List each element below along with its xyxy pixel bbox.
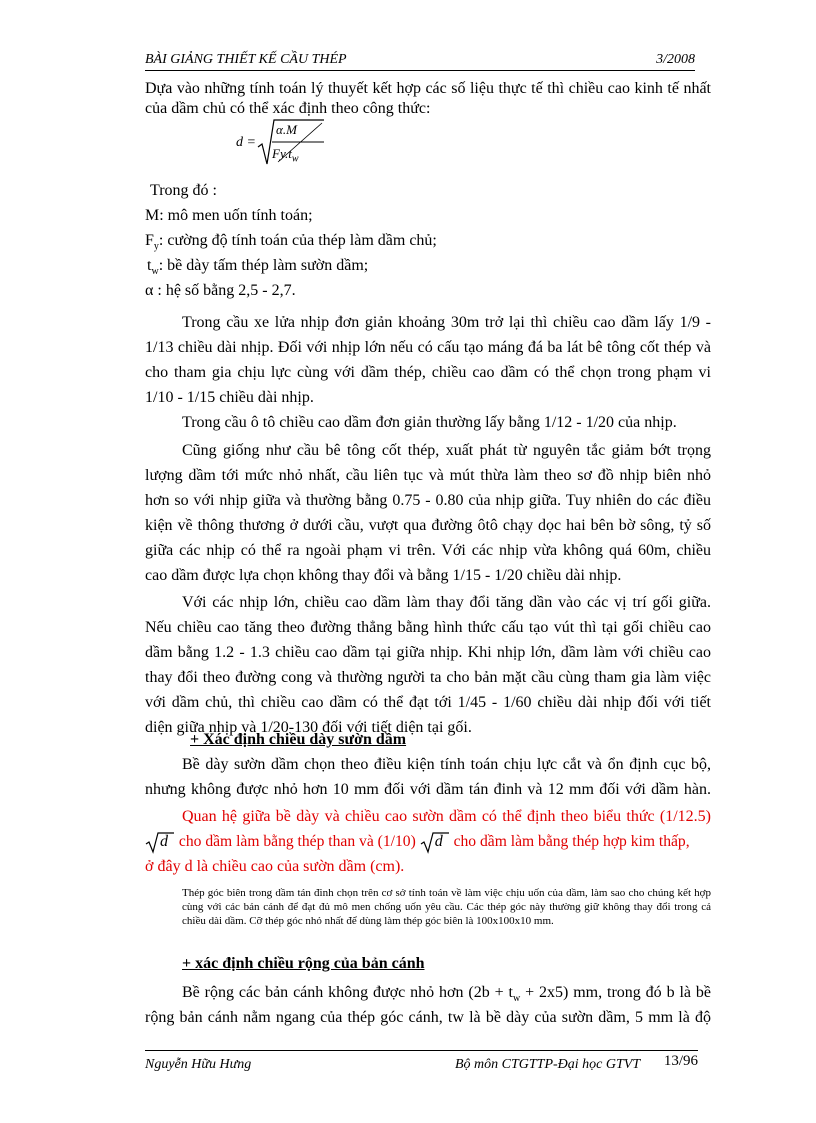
page-footer bbox=[145, 1050, 698, 1075]
def-alpha: α : hệ số bằng 2,5 - 2,7. bbox=[145, 282, 296, 299]
page-header bbox=[145, 50, 695, 71]
para4-line-2: Nếu chiều cao tăng theo đường thẳng bằng hình thức cấu tạo vút thì tại gối chiều cao bbox=[145, 619, 711, 636]
para4-line-4: thay đổi theo đường cong và thường người ta cho bản mặt cầu cùng tham gia làm việc bbox=[145, 669, 711, 686]
para3-line-1: Cũng giống như cầu bê tông cốt thép, xuất phát từ nguyên tắc giảm bớt trọng bbox=[182, 442, 711, 459]
def-fy: $F_y$: cường độ tính toán của thép làm dầm chủ; bbox=[145, 232, 437, 253]
intro-line-1: Dựa vào những tính toán lý thuyết kết hợp các số liệu thực tế thì chiều cao kinh tế nhất bbox=[145, 80, 711, 97]
footer-author: Nguyễn Hữu Hưng bbox=[145, 1057, 252, 1072]
para5-line-2: nhưng không được nhỏ hơn 10 mm đối với dầm tán đinh và 12 mm đối với dầm hàn. bbox=[145, 781, 711, 798]
para3-line-5: giữa các nhịp có thể ra ngoài phạm vi trên. Với các nhịp vừa không quá 60m, chiều bbox=[145, 542, 711, 559]
para6-line-1: Bề rộng các bản cánh không được nhỏ hơn $(2b + t_w + 2x5)$ mm, trong đó b là bề bbox=[182, 984, 711, 1005]
formula-lhs: d = bbox=[236, 135, 256, 150]
formula-denominator: $Fy.t_w$ bbox=[272, 146, 299, 165]
header-title: BÀI GIẢNG THIẾT KẾ CẦU THÉP bbox=[145, 52, 347, 67]
sqrt-d-2: d bbox=[420, 832, 450, 852]
def-m: M: mô men uốn tính toán; bbox=[145, 207, 313, 224]
para1-line-2: 1/13 chiều dài nhịp. Đối với nhịp lớn nếu có cấu tạo máng đá ba lát bê tông cốt thép và bbox=[145, 339, 711, 356]
footer-department: Bộ môn CTGTTP-Đại học GTVT bbox=[455, 1057, 641, 1072]
page-number: 13/96 bbox=[663, 1053, 698, 1069]
para1-line-1: Trong cầu xe lửa nhịp đơn giản khoảng 30m trở lại thì chiều cao dầm lấy 1/9 - bbox=[182, 314, 711, 331]
para1-line-4: 1/10 - 1/15 chiều dài nhịp. bbox=[145, 389, 314, 406]
red-line-3: ở đây d là chiều cao của sườn dầm (cm). bbox=[145, 858, 405, 875]
where-label: Trong đó : bbox=[150, 182, 217, 199]
def-tw: $t_w$: bề dày tấm thép làm sườn dầm; bbox=[147, 257, 369, 278]
para4-line-3: dầm bằng 1.2 - 1.3 chiều cao dầm tại giữa nhịp. Khi nhịp lớn, dầm làm với chiều cao bbox=[145, 644, 711, 661]
para3-line-2: lượng dầm tới mức nhỏ nhất, cầu liên tục và mút thừa làm theo sơ đồ nhịp biên nhỏ bbox=[145, 467, 711, 484]
formula-numerator: α.M bbox=[276, 122, 297, 137]
para4-line-5: với dầm chủ, thì chiều cao dầm có thể đạt tới 1/45 - 1/60 chiều dài nhịp đối với tiết bbox=[145, 694, 711, 711]
para5-line-1: Bề dày sườn dầm chọn theo điều kiện tính toán chịu lực cắt và ổn định cục bộ, bbox=[182, 756, 711, 773]
heading-flange-width: + xác định chiều rộng của bản cánh bbox=[182, 955, 425, 972]
para2: Trong cầu ô tô chiều cao dầm đơn giản thường lấy bằng 1/12 - 1/20 của nhịp. bbox=[182, 414, 677, 431]
red-line-1: Quan hệ giữa bề dày và chiều cao sườn dầm có thể định theo biểu thức (1/12.5) bbox=[182, 808, 711, 825]
header-date: 3/2008 bbox=[656, 52, 695, 67]
para3-line-3: hơn so với nhịp giữa và thường bằng 0.75 - 0.80 của nhịp giữa. Tuy nhiên do các điều bbox=[145, 492, 711, 509]
intro-line-2: của dầm chủ có thể xác định theo công thức: bbox=[145, 100, 431, 117]
heading-web-thickness: + Xác định chiều dày sườn dầm bbox=[190, 731, 407, 748]
para6-line-2: rộng bản cánh nằm ngang của thép góc cánh, tw là bề dày của sườn dầm, 5 mm là độ bbox=[145, 1009, 711, 1026]
para3-line-4: kiện về thông thương ở dưới cầu, vượt qua đường ôtô chạy dọc hai bên bờ sông, tỷ số bbox=[145, 517, 711, 534]
para3-line-6: cao dầm được lựa chọn không thay đổi và bằng 1/15 - 1/20 chiều dài nhịp. bbox=[145, 567, 622, 584]
formula-d bbox=[236, 117, 326, 167]
para4-line-1: Với các nhịp lớn, chiều cao dầm làm thay đổi tăng dần vào các vị trí gối giữa. bbox=[182, 594, 711, 611]
para4-line-6: diện giữa nhịp và 1/20-130 đối với tiết diện tại gối. bbox=[145, 719, 472, 736]
red-line-2: d cho dầm làm bằng thép than và (1/10) d cho dầm làm bằng thép hợp kim thấp, bbox=[145, 832, 711, 852]
para1-line-3: cho tham gia chịu lực cùng với dầm thép, chiều cao dầm có thể chọn trong phạm vi bbox=[145, 364, 711, 381]
small-note: Thép góc biên trong dầm tán đinh chọn trên cơ sở tính toán về làm việc chịu uốn của dầm, làm sao cho chúng kết hợp cùng với các bản cánh để đạt đủ mô men chống uốn yêu cầu. Các thép góc này thường giữ không thay đổi trong cả chiều dài dầm. Cỡ thép góc nhỏ nhất để dùng làm thép góc biên là 100x100x10 mm. bbox=[182, 887, 711, 927]
sqrt-d-1: d bbox=[145, 832, 175, 852]
